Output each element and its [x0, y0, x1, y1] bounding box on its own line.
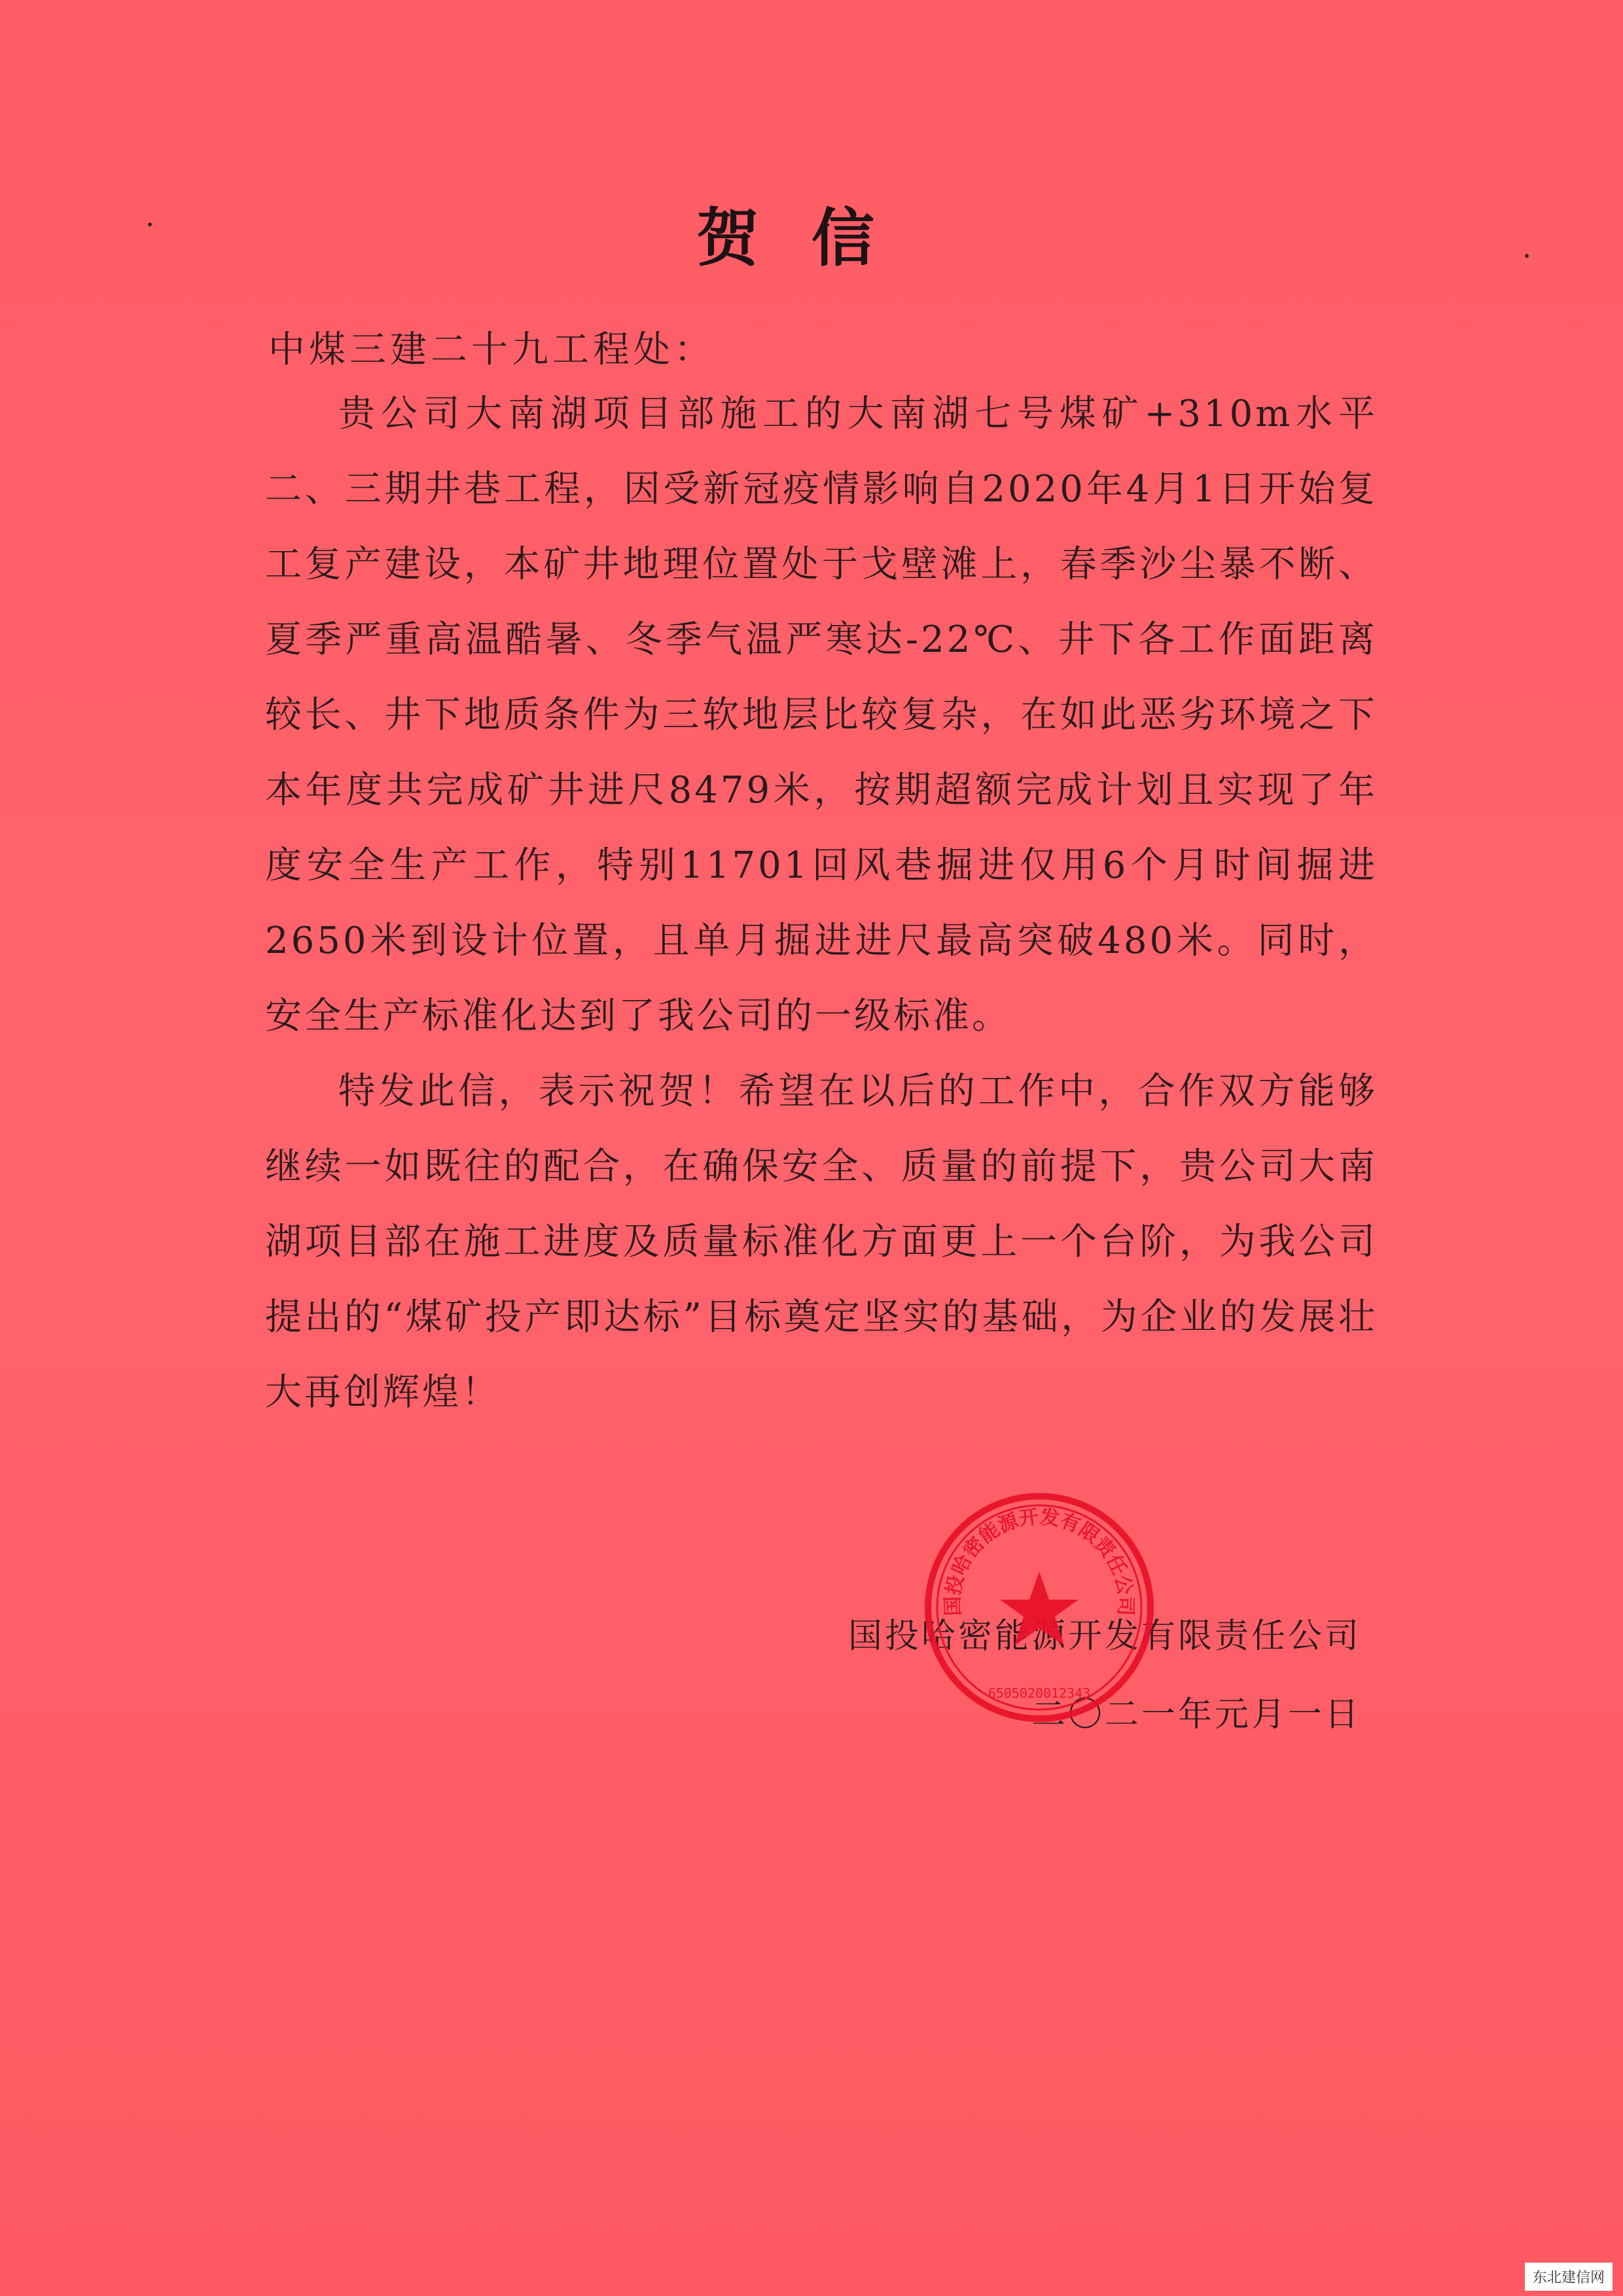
watermark-label: 东北建信网 — [1525, 2263, 1613, 2291]
paragraph-1: 贵公司大南湖项目部施工的大南湖七号煤矿+310m水平二、三期井巷工程，因受新冠疫情影响自2020年4月1日开始复工复产建设，本矿井地理位置处于戈壁滩上，春季沙尘暴不断、夏季严重高温酷暑、冬季气温严寒达-22℃、井下各工作面距离较长、井下地质条件为三软地层比较复杂，在如此恶劣环境之下本年度共完成矿井进尺8479米，按期超额完成计划且实现了年度安全生产工作，特别11701回风巷掘进仅用6个月时间掘进2650米到设计位置，且单月掘进进尺最高突破480米。同时，安全生产标准化达到了我公司的一级标准。 — [265, 393, 1378, 1037]
signature-company: 国投哈密能源开发有限责任公司 — [847, 1617, 1361, 1656]
paragraph-2: 特发此信，表示祝贺！希望在以后的工作中，合作双方能够继续一如既往的配合，在确保安全、质量的前提下，贵公司大南湖项目部在施工进度及质量标准化方面更上一个台阶，为我公司提出的“煤矿投产即达标”目标奠定坚实的基础，为企业的发展壮大再创辉煌！ — [265, 1070, 1378, 1414]
letter-title: 贺信 — [696, 201, 927, 275]
seal-star-icon — [1000, 1571, 1079, 1645]
company-seal — [921, 1490, 1157, 1725]
salutation: 中煤三建二十九工程处： — [268, 329, 715, 371]
letter-body — [265, 376, 1378, 1430]
seal-number: 6505020012343 — [988, 1685, 1091, 1701]
signature-date: 二〇二一年元月一日 — [1031, 1695, 1361, 1734]
seal-text: 国投哈密能源开发有限责任公司 — [941, 1505, 1137, 1617]
